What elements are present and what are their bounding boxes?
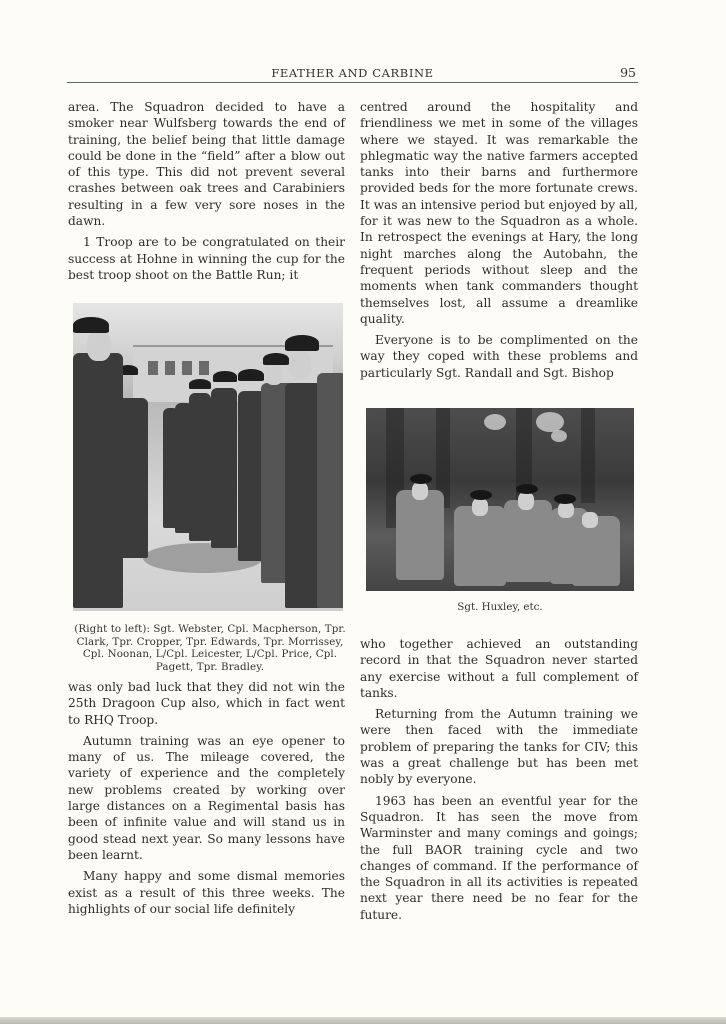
- paragraph: who together achieved an outstanding record in that the Squadron never started any exercise without a full complement of tanks.: [360, 637, 638, 700]
- beret: [516, 484, 538, 494]
- officer-face: [87, 331, 111, 361]
- left-column-top: [68, 99, 345, 283]
- soldier-cap: [189, 379, 211, 389]
- building-window: [165, 361, 175, 375]
- building-window: [148, 361, 158, 375]
- right-column-bottom: [360, 636, 638, 923]
- soldier: [211, 388, 237, 548]
- seated-soldier: [572, 516, 620, 586]
- paragraph: Autumn training was an eye opener to many of us. The mileage covered, the variety of experience and the completely new problems created by working over large distances on a Regimental basis has been of infinite value and will stand us in good stead next year. So many lessons have been learnt.: [68, 733, 345, 862]
- paragraph: Many happy and some dismal memories exist as a result of this three weeks. The highlights of our social life definitely: [68, 869, 345, 916]
- soldier-cap: [285, 335, 319, 351]
- paragraph: Returning from the Autumn training we were then faced with the immediate problem of preparing the tanks for CIV; this was a great challenge but has been met nobly by everyone.: [360, 707, 638, 787]
- seated-soldier: [504, 500, 552, 582]
- seated-soldier: [396, 490, 444, 580]
- paragraph: 1963 has been an eventful year for the Squadron. It has seen the move from Warminster and many comings and goings; the full BAOR training cycle and two changes of command. If the performance of the Squadron in all its activities is repeated next year there need be no fear for the future.: [360, 793, 638, 922]
- soldier-cap: [238, 369, 264, 381]
- soldier-cap: [213, 371, 237, 382]
- page-bottom-edge: [0, 1017, 726, 1024]
- building-window: [182, 361, 192, 375]
- left-column-bottom: [68, 679, 345, 917]
- officer-cap: [73, 317, 109, 333]
- running-head: [67, 64, 638, 83]
- building-window: [199, 361, 209, 375]
- foliage: [484, 414, 506, 430]
- soldier-face: [518, 492, 534, 510]
- soldier: [317, 373, 343, 608]
- foliage: [536, 412, 564, 432]
- paragraph: 1 Troop are to be congratulated on their success at Hohne in winning the cup for the best troop shoot on the Battle Run; it: [68, 235, 345, 282]
- soldier-face: [582, 512, 598, 528]
- inspecting-officer: [73, 353, 123, 608]
- beret: [554, 494, 576, 504]
- beret: [470, 490, 492, 500]
- page-number: 95: [620, 65, 636, 80]
- beret: [410, 474, 432, 484]
- paragraph: area. The Squadron decided to have a smoker near Wulfsberg towards the end of training, the belief being that little damage could be done in the “field” after a blow out of this type. This did not prevent several crashes between oak trees and Carabiniers resulting in a few very sore noses in the dawn.: [68, 100, 345, 229]
- parade-photo-caption: (Right to left): Sgt. Webster, Cpl. Macpherson, Tpr. Clark, Tpr. Cropper, Tpr. Edwards, Tpr. Morrissey, Cpl. Noonan, L/Cpl. Leicester, L/Cpl. Price, Cpl. Pagett, Tpr. Bradley.: [74, 623, 346, 673]
- right-column-top: [360, 99, 638, 381]
- soldier-cap: [263, 353, 289, 365]
- paragraph: was only bad luck that they did not win the 25th Dragoon Cup also, which in fact went to RHQ Troop.: [68, 680, 345, 727]
- running-title: FEATHER AND CARBINE: [271, 66, 434, 80]
- soldier-face: [558, 502, 574, 518]
- seated-soldier: [454, 506, 506, 586]
- group-seated-photo: [366, 408, 634, 591]
- soldier: [189, 393, 211, 541]
- parade-inspection-photo: [73, 303, 343, 611]
- paragraph: Everyone is to be complimented on the way they coped with these problems and particularly Sgt. Randall and Sgt. Bishop: [360, 333, 638, 380]
- foliage: [551, 430, 567, 442]
- soldier-face: [472, 498, 488, 516]
- soldier-face: [289, 351, 311, 379]
- soldier-face: [412, 482, 428, 500]
- group-photo-caption: Sgt. Huxley, etc.: [457, 601, 543, 613]
- tarpaulin-fold: [581, 408, 595, 503]
- paragraph: centred around the hospitality and friendliness we met in some of the villages where we stayed. It was remarkable the phlegmatic way the native farmers accepted tanks into their barns and furthermore provided beds for the more fortunate crews. It was an intensive period but enjoyed by all, for it was new to the Squadron as a whole. In retrospect the evenings at Hary, the long night marches along the Autobahn, the frequent periods without sleep and the moments when tank commanders thought themselves lost, all assume a dreamlike quality.: [360, 100, 638, 326]
- soldier-face: [265, 363, 283, 385]
